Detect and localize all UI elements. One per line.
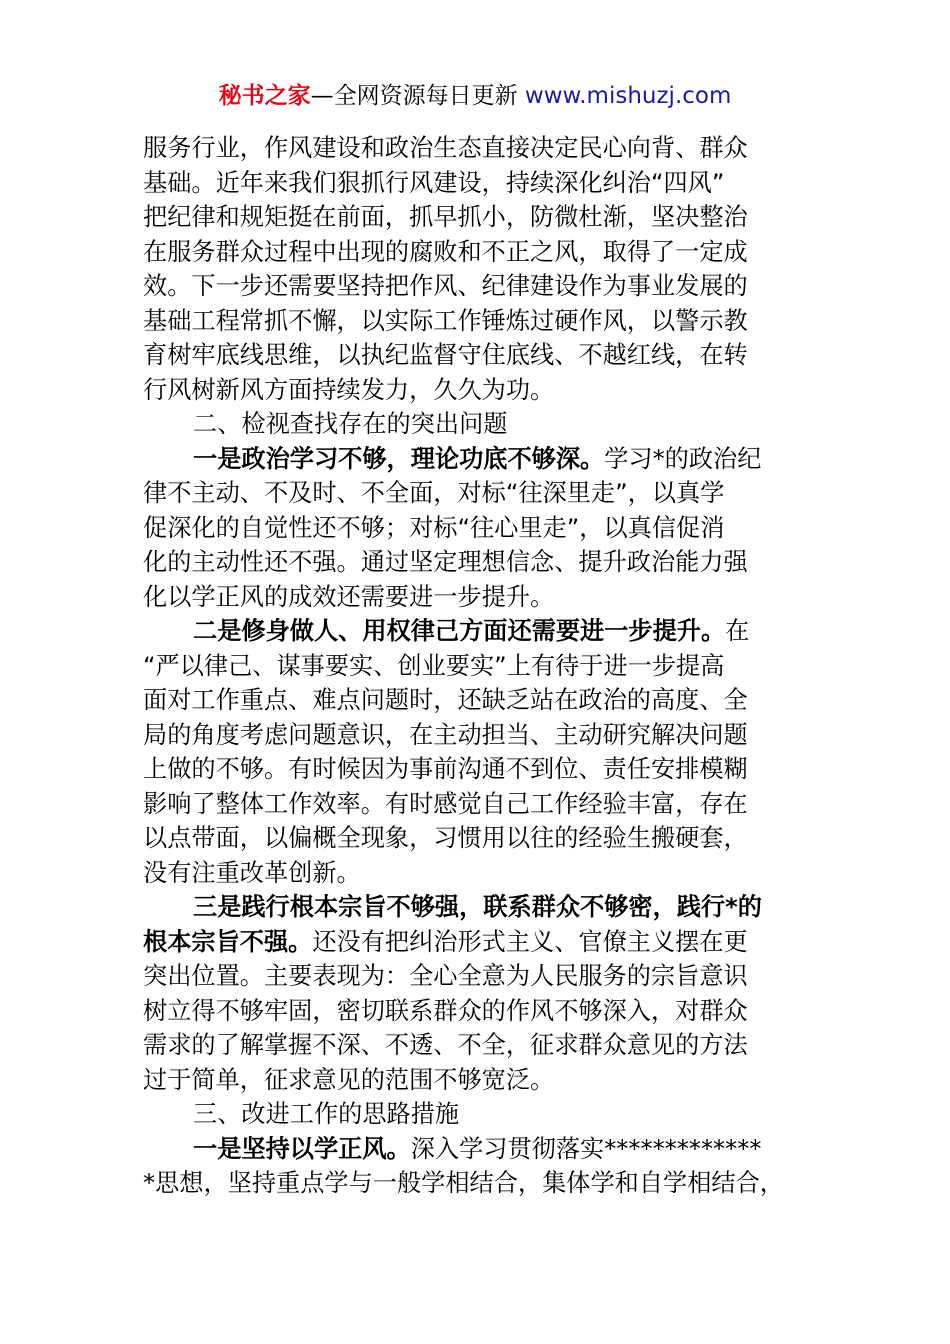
text-line: 基础。近年来我们狠抓行风建设，持续深化纠治“四风”: [143, 168, 725, 197]
item-title: 一是坚持以学正风。: [193, 1134, 411, 1163]
item-text: 学习*的政治纪: [604, 444, 762, 473]
section-heading: 三、改进工作的思路措施: [193, 1100, 460, 1128]
site-url-link[interactable]: www.mishuzj.com: [524, 83, 732, 109]
item-first-line: [143, 614, 833, 649]
text-line: 育树牢底线思维，以执纪监督守住底线、不越红线，在转: [143, 341, 748, 369]
item-first-line: [143, 442, 833, 477]
text-line: 化以学正风的成效还需要进一步提升。: [143, 582, 555, 611]
text-line: 基础工程常抓不懈，以实际工作锤炼过硬作风，以警示教: [143, 306, 748, 335]
text-line: “严以律己、谋事要实、创业要实”上有待于进一步提高: [143, 651, 725, 680]
document-body: [143, 131, 833, 1201]
page-header: [0, 80, 950, 112]
text-line: 服务行业，作风建设和政治生态直接决定民心向背、群众: [143, 134, 748, 162]
text-line: 局的角度考虑问题意识，在主动担当、主动研究解决问题: [143, 720, 748, 749]
item-title: 一是政治学习不够，理论功底不够深。: [193, 444, 605, 473]
text-line: 没有注重改革创新。: [143, 858, 361, 887]
item-title: 根本宗旨不强。: [143, 927, 313, 956]
text-line: 面对工作重点、难点问题时，还缺乏站在政治的高度、全: [143, 686, 748, 714]
item-title: 二是修身做人、用权律己方面还需要进一步提升。: [193, 617, 726, 645]
text-line: *思想，坚持重点学与一般学相结合，集体学和自学相结合，: [143, 1169, 784, 1197]
text-line: 律不主动、不及时、不全面，对标“往深里走”，以真学: [143, 479, 725, 507]
item-text: 在: [725, 617, 750, 645]
text-line: 在服务群众过程中出现的腐败和不正之风，取得了一定成: [143, 237, 748, 266]
text-line: 化的主动性还不强。通过坚定理想信念、提升政治能力强: [143, 548, 748, 576]
text-line: 过于简单，征求意见的范围不够宽泛。: [143, 1065, 555, 1094]
item-title-continued: [143, 925, 833, 960]
text-line: 树立得不够牢固，密切联系群众的作风不够深入，对群众: [143, 996, 748, 1025]
text-line: 促深化的自觉性还不够；对标“往心里走”，以真信促消: [143, 513, 725, 542]
text-line: 行风树新风方面持续发力，久久为功。: [143, 375, 555, 404]
text-line: 把纪律和规矩挺在前面，抓早抓小，防微杜渐，坚决整治: [143, 203, 748, 231]
item-title: 三是践行根本宗旨不够强，联系群众不够密，践行*的: [193, 893, 762, 921]
item-text: 深入学习贯彻落实*************: [410, 1134, 762, 1163]
item-text: 还没有把纠治形式主义、官僚主义摆在更: [312, 927, 748, 956]
site-name: 秘书之家: [218, 83, 311, 109]
text-line: 影响了整体工作效率。有时感觉自己工作经验丰富，存在: [143, 789, 748, 818]
text-line: 需求的了解掌握不深、不透、不全，征求群众意见的方法: [143, 1031, 748, 1059]
text-line: 上做的不够。有时候因为事前沟通不到位、责任安排模糊: [143, 755, 748, 783]
text-line: 效。下一步还需要坚持把作风、纪律建设作为事业发展的: [143, 272, 748, 300]
section-heading: 二、检视查找存在的突出问题: [193, 410, 508, 438]
item-first-line: [143, 1132, 833, 1167]
text-line: 突出位置。主要表现为：全心全意为人民服务的宗旨意识: [143, 962, 748, 990]
site-tagline: —全网资源每日更新: [310, 83, 525, 109]
text-line: 以点带面，以偏概全现象，习惯用以往的经验生搬硬套，: [143, 824, 748, 852]
